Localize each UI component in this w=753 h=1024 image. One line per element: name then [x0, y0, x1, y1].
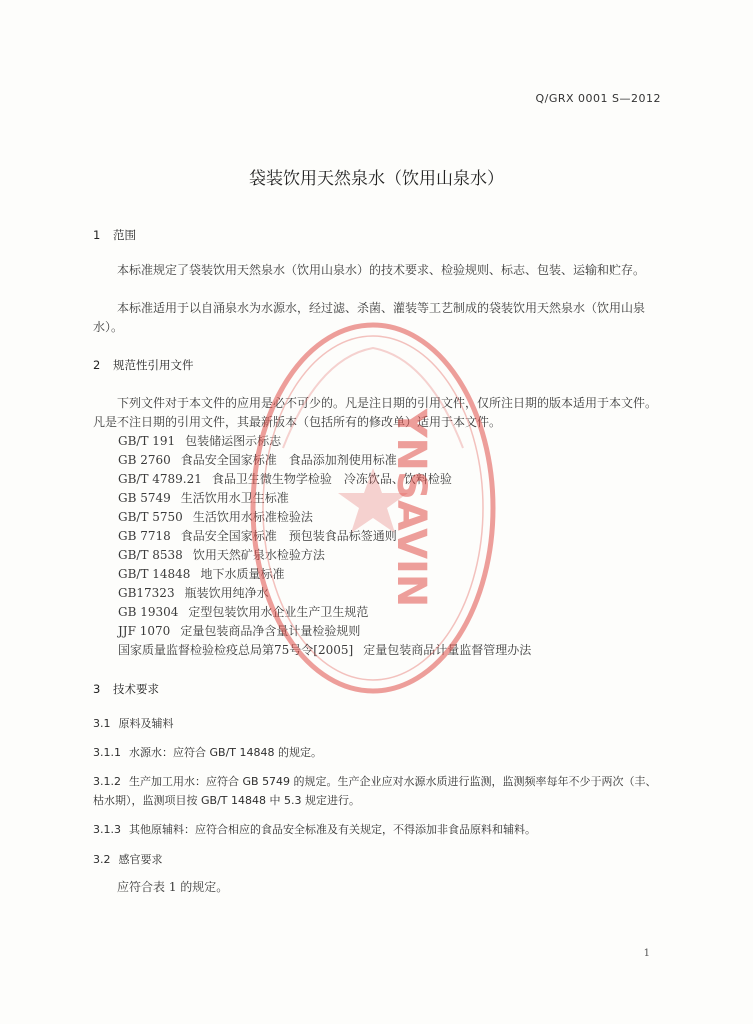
reference-item: GB 2760 食品安全国家标准 食品添加剂使用标准	[118, 453, 397, 467]
section-3-heading	[93, 681, 159, 697]
section-3-title: 技术要求	[113, 682, 159, 696]
reference-list	[118, 432, 531, 660]
standard-code: Q/GRX 0001 S—2012	[535, 92, 661, 105]
sensory-requirement-text: 应符合表 1 的规定。	[117, 880, 229, 894]
section-2-heading	[93, 357, 194, 373]
section-1-heading	[93, 227, 136, 243]
section-3-number: 3	[93, 682, 101, 696]
reference-item: GB/T 191 包装储运图示标志	[118, 434, 282, 448]
references-intro: 下列文件对于本文件的应用是必不可少的。凡是注日期的引用文件，仅所注日期的版本适用于本文件。凡是不注日期的引用文件，其最新版本（包括所有的修改单）适用于本文件。	[93, 396, 658, 429]
section-2-number: 2	[93, 358, 101, 372]
subsection-3-2-heading: 3.2 感官要求	[93, 853, 163, 866]
reference-item: 国家质量监督检验检疫总局第75号令[2005] 定量包装商品计量监督管理办法	[118, 643, 532, 657]
reference-item: GB 5749 生活饮用水卫生标准	[118, 491, 289, 505]
section-2-title: 规范性引用文件	[113, 358, 194, 372]
reference-item: GB/T 4789.21 食品卫生微生物学检验 冷冻饮品、饮料检验	[118, 472, 452, 486]
reference-item: JJF 1070 定量包装商品净含量计量检验规则	[118, 624, 361, 638]
seal-text: YNSAVIN	[388, 408, 434, 608]
document-title: 袋装饮用天然泉水（饮用山泉水）	[249, 169, 504, 189]
reference-item: GB17323 瓶装饮用纯净水	[118, 586, 269, 600]
clause-3-1-1: 3.1.1 水源水：应符合 GB/T 14848 的规定。	[93, 746, 322, 759]
clause-3-1-3: 3.1.3 其他原辅料：应符合相应的食品安全标准及有关规定，不得添加非食品原料和辅料。	[93, 823, 536, 836]
clause-3-1-2: 3.1.2 生产加工用水：应符合 GB 5749 的规定。生产企业应对水源水质进行监测，监测频率每年不少于两次（丰、枯水期），监测项目按 GB/T 14848 中 5.3 规定进行。	[93, 775, 657, 807]
reference-item: GB/T 8538 饮用天然矿泉水检验方法	[118, 548, 325, 562]
scope-paragraph-1: 本标准规定了袋装饮用天然泉水（饮用山泉水）的技术要求、检验规则、标志、包装、运输和贮存。	[117, 263, 646, 277]
section-1-number: 1	[93, 228, 101, 242]
scope-paragraph-2: 本标准适用于以自涌泉水为水源水，经过滤、杀菌、灌装等工艺制成的袋装饮用天然泉水（饮用山泉水）。	[93, 301, 646, 334]
reference-item: GB/T 5750 生活饮用水标准检验法	[118, 510, 313, 524]
reference-item: GB 19304 定型包装饮用水企业生产卫生规范	[118, 605, 369, 619]
reference-item: GB 7718 食品安全国家标准 预包装食品标签通则	[118, 529, 397, 543]
section-1-title: 范围	[113, 228, 136, 242]
subsection-3-1-heading: 3.1 原料及辅料	[93, 717, 174, 730]
reference-item: GB/T 14848 地下水质量标准	[118, 567, 285, 581]
page-number: 1	[643, 948, 650, 959]
